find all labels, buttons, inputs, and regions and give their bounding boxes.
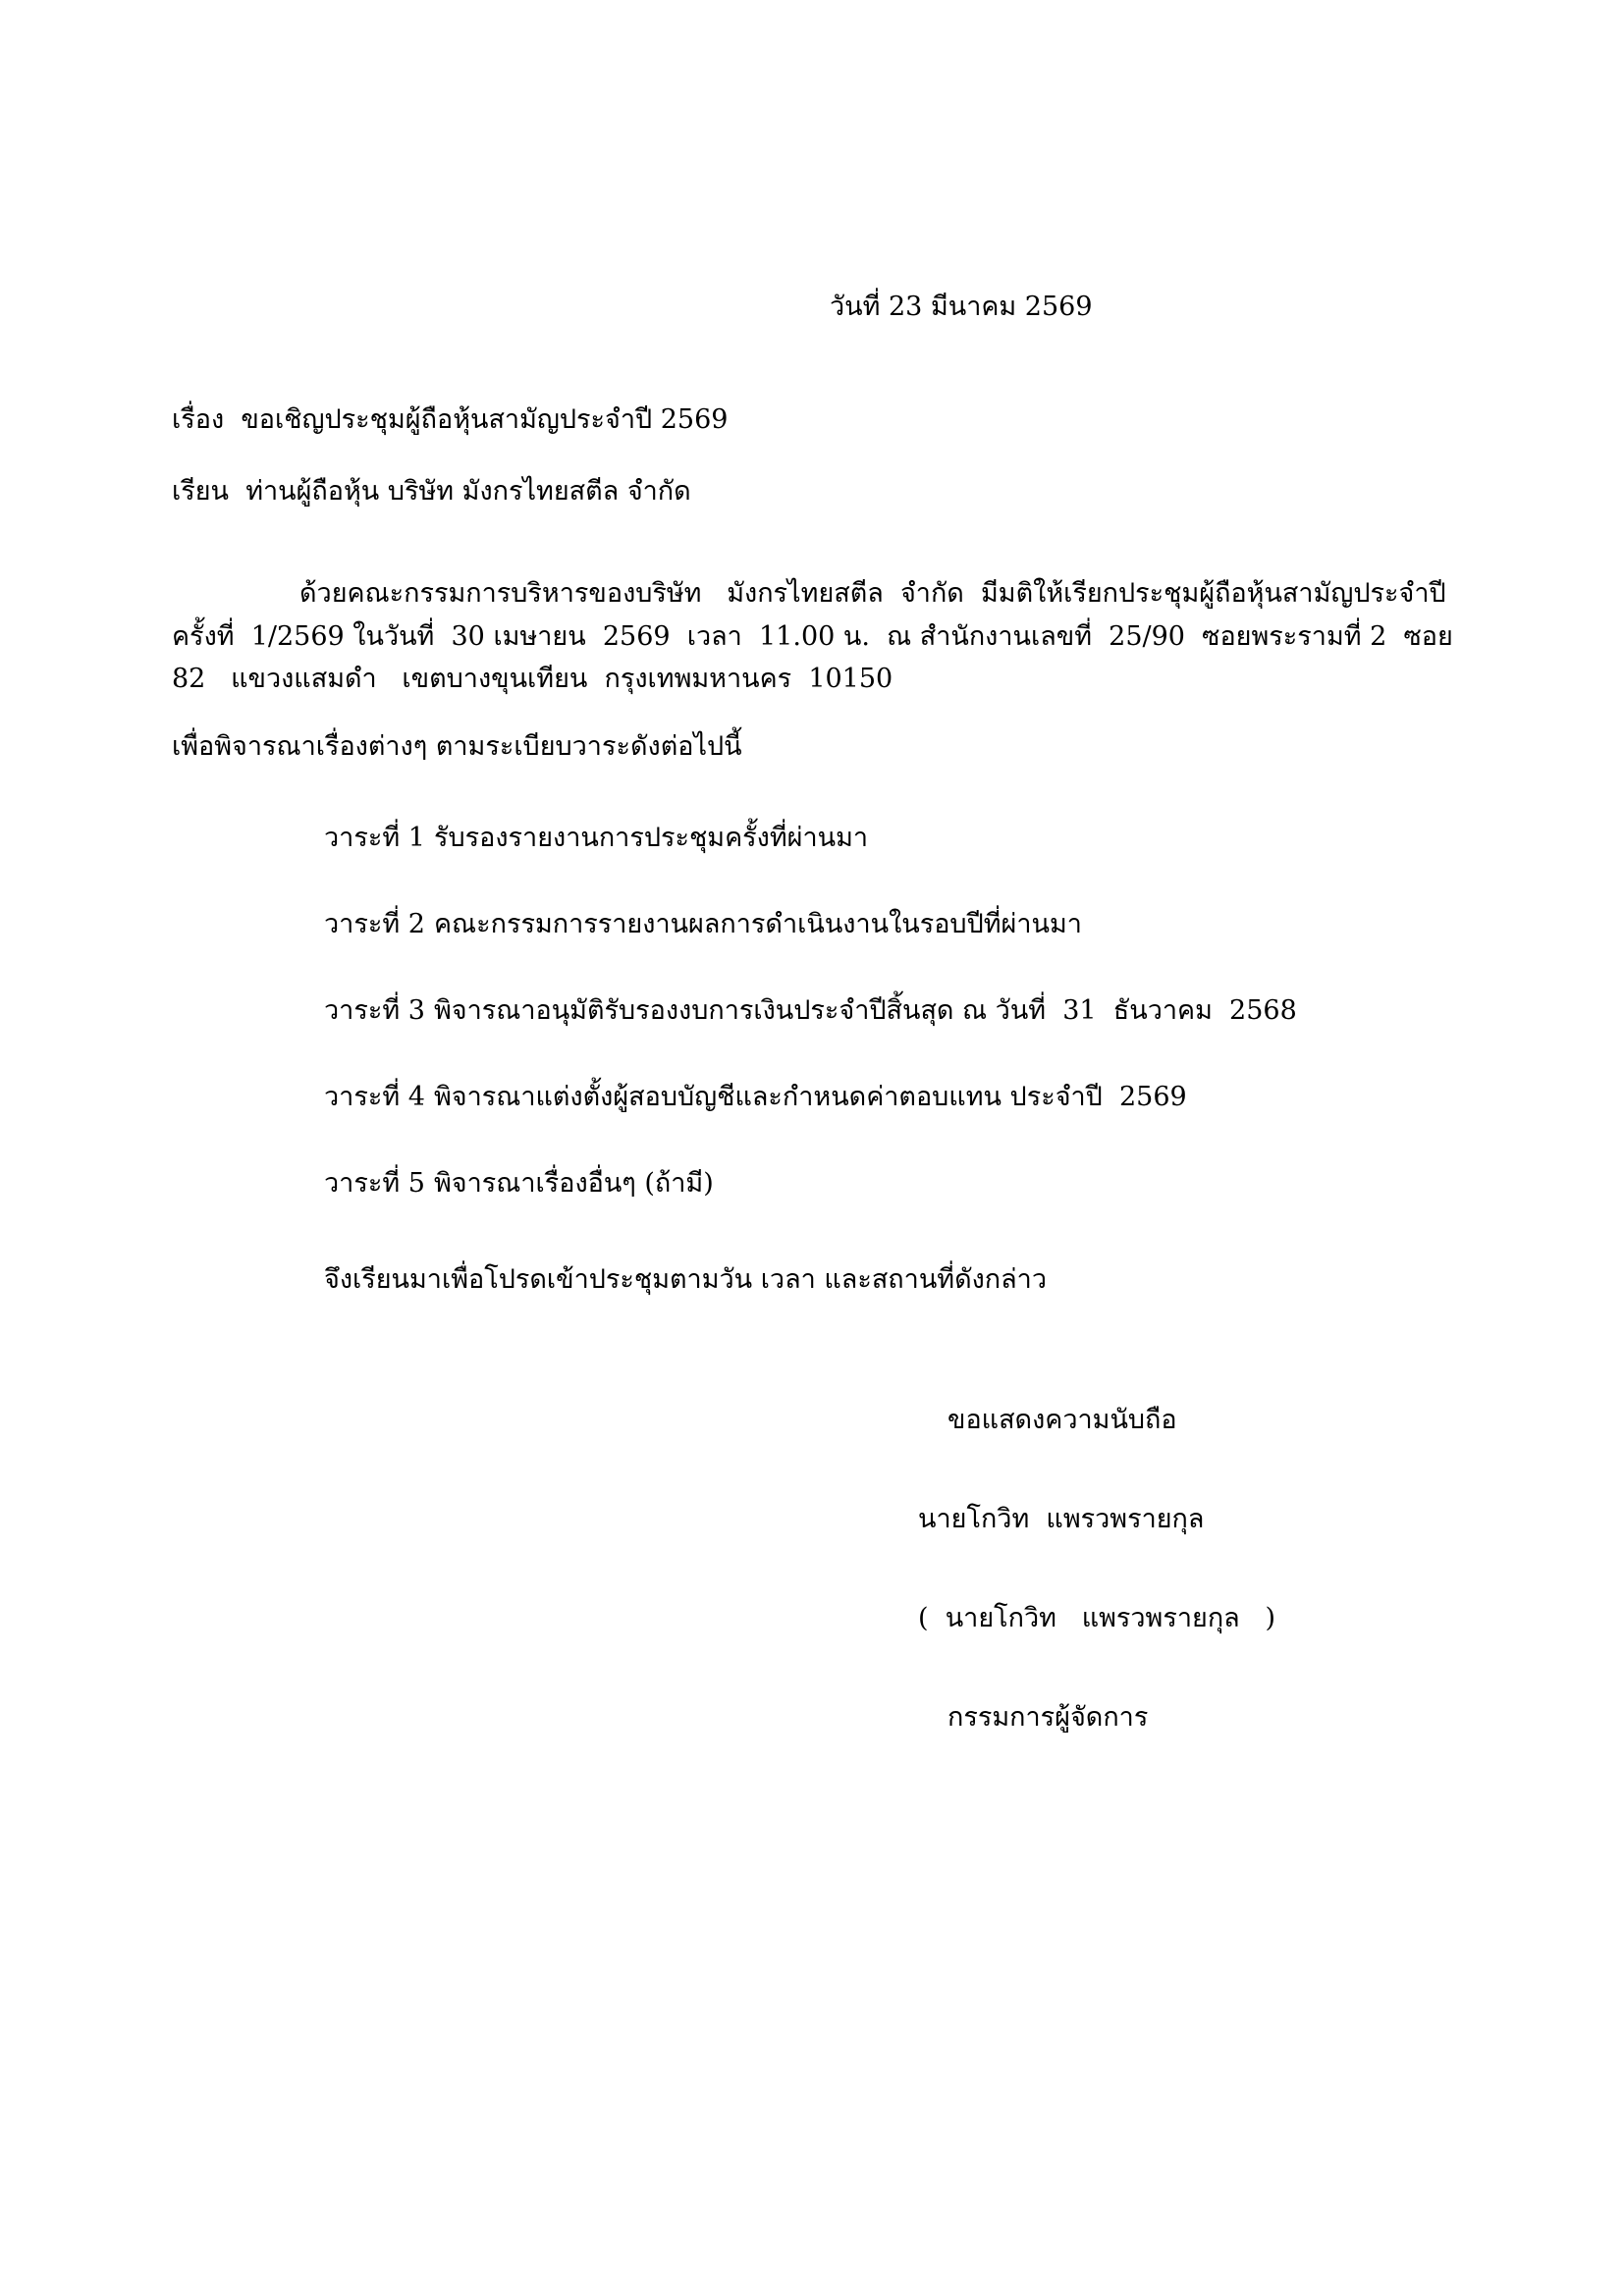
agenda-item-text: คณะกรรมการรายงานผลการดำเนินงานในรอบปีที่ผ่านมา xyxy=(434,909,1082,940)
agenda-item xyxy=(172,816,1458,858)
agenda-item-text: พิจารณาอนุมัติรับรองงบการเงินประจำปีสิ้นสุด ณ วันที่ 31 ธันวาคม 2568 xyxy=(434,995,1297,1027)
signature-title: กรรมการผู้จัดการ xyxy=(947,1702,1149,1734)
date-line: วันที่ 23 มีนาคม 2569 xyxy=(830,292,1093,322)
subject-line xyxy=(172,398,1458,440)
agenda-list xyxy=(172,816,1458,1203)
agenda-item-text: รับรองรายงานการประชุมครั้งที่ผ่านมา xyxy=(434,823,869,854)
agenda-item-number: วาระที่ 1 xyxy=(324,823,425,854)
attention-text: ท่านผู้ถือหุ้น บริษัท มังกรไทยสตีล จำกัด xyxy=(245,476,691,507)
signature-regards: ขอแสดงความนับถือ xyxy=(947,1405,1177,1436)
subject-text: ขอเชิญประชุมผู้ถือหุ้นสามัญประจำปี 2569 xyxy=(241,404,729,435)
agenda-item-text: พิจารณาเรื่องอื่นๆ (ถ้ามี) xyxy=(434,1168,714,1200)
signature-name: นายโกวิท แพรวพรายกุล xyxy=(918,1504,1205,1535)
purpose-line: เพื่อพิจารณาเรื่องต่างๆ ตามระเบียบวาระดังต่อไปนี้ xyxy=(172,731,742,763)
agenda-item-number: วาระที่ 4 xyxy=(324,1082,425,1113)
attention-line xyxy=(172,469,1458,511)
agenda-item-number: วาระที่ 5 xyxy=(324,1168,425,1200)
agenda-item xyxy=(172,1161,1458,1203)
subject-label: เรื่อง xyxy=(172,404,225,435)
agenda-item xyxy=(172,902,1458,944)
agenda-item xyxy=(172,1075,1458,1117)
agenda-item-number: วาระที่ 3 xyxy=(324,995,425,1027)
agenda-item-text: พิจารณาแต่งตั้งผู้สอบบัญชีและกำหนดค่าตอบแทน ประจำปี 2569 xyxy=(434,1082,1187,1113)
body-paragraph: ด้วยคณะกรรมการบริหารของบริษัท มังกรไทยสตีล จำกัด มีมติให้เรียกประชุมผู้ถือหุ้นสามัญประจำปี ครั้งที่ 1/2569 ในวันที่ 30 เมษายน 2569 เวลา 11.00 น. ณ สำนักงานเลขที่ 25/90 ซอยพระรามที่ 2 ซอย 82 แขวงแสมดำ เขตบางขุนเทียน กรุงเทพมหานคร 10150 xyxy=(172,578,1463,695)
closing-line: จึงเรียนมาเพื่อโปรดเข้าประชุมตามวัน เวลา และสถานที่ดังกล่าว xyxy=(324,1264,1048,1296)
agenda-item-number: วาระที่ 2 xyxy=(324,909,425,940)
agenda-item xyxy=(172,988,1458,1031)
document-body xyxy=(172,285,1463,1794)
signature-name-parenthesized: ( นายโกวิท แพรวพรายกุล ) xyxy=(918,1603,1276,1634)
attention-label: เรียน xyxy=(172,476,230,507)
signature-block xyxy=(172,1398,1458,1737)
